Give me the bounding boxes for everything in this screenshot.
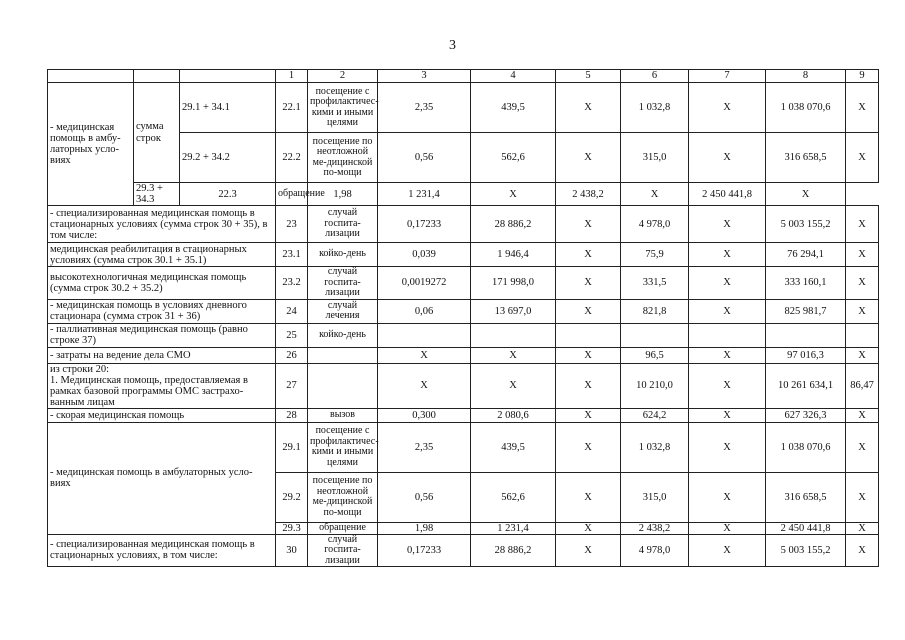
- value-c7: X: [689, 422, 766, 472]
- table-row: [48, 534, 879, 567]
- row-code: 28: [276, 408, 308, 422]
- value-c9: X: [846, 299, 879, 323]
- value-c6: 2 438,2: [556, 183, 621, 206]
- value-c5: X: [556, 243, 621, 267]
- value-c7: X: [689, 534, 766, 567]
- column-header: 6: [621, 70, 689, 83]
- value-c3: 0,300: [378, 408, 471, 422]
- row-unit: койко-день: [308, 323, 378, 347]
- value-c9: X: [846, 534, 879, 567]
- row-label: - медицинская помощь в амбу-латорных усло-виях: [48, 83, 134, 206]
- sum-label: сумма строк: [134, 83, 180, 183]
- value-c6: 4 978,0: [621, 206, 689, 243]
- header-row: [48, 70, 879, 83]
- value-c7: X: [689, 243, 766, 267]
- row-unit: обращение: [308, 522, 378, 534]
- value-c4: [471, 323, 556, 347]
- value-c4: 562,6: [471, 133, 556, 183]
- value-c4: 13 697,0: [471, 299, 556, 323]
- value-c6: 1 032,8: [621, 422, 689, 472]
- value-c8: 5 003 155,2: [766, 534, 846, 567]
- value-c6: 315,0: [621, 472, 689, 522]
- table-row: [48, 299, 879, 323]
- value-c5: [556, 323, 621, 347]
- value-c4: 171 998,0: [471, 267, 556, 300]
- value-c3: 0,0019272: [378, 267, 471, 300]
- value-c4: 1 946,4: [471, 243, 556, 267]
- value-c8: 627 326,3: [766, 408, 846, 422]
- value-c4: 1 231,4: [378, 183, 471, 206]
- table-row: [48, 347, 879, 363]
- value-c5: X: [556, 408, 621, 422]
- table-row: [48, 422, 879, 472]
- row-unit: случай госпита-лизации: [308, 206, 378, 243]
- value-c9: 86,47: [846, 363, 879, 408]
- value-c9: X: [766, 183, 846, 206]
- table-row: [48, 243, 879, 267]
- row-unit: случай лечения: [308, 299, 378, 323]
- value-c6: 1 032,8: [621, 83, 689, 133]
- row-unit: посещение по неотложной ме-дицинской по-мощи: [308, 133, 378, 183]
- value-c9: X: [846, 267, 879, 300]
- table-row: [48, 323, 879, 347]
- value-c3: 0,17233: [378, 206, 471, 243]
- value-c3: 0,06: [378, 299, 471, 323]
- value-c7: X: [689, 363, 766, 408]
- value-c8: 10 261 634,1: [766, 363, 846, 408]
- value-c6: [621, 323, 689, 347]
- value-c3: 0,56: [378, 133, 471, 183]
- value-c9: X: [846, 408, 879, 422]
- value-c7: X: [689, 299, 766, 323]
- value-c7: X: [689, 408, 766, 422]
- value-c3: X: [378, 363, 471, 408]
- value-c6: 2 438,2: [621, 522, 689, 534]
- row-label: - затраты на ведение дела СМО: [48, 347, 276, 363]
- column-header: [180, 70, 276, 83]
- value-c6: 331,5: [621, 267, 689, 300]
- page-number: 3: [449, 38, 456, 53]
- table-row: [48, 408, 879, 422]
- table-row: [48, 267, 879, 300]
- column-header: 9: [846, 70, 879, 83]
- row-label: - скорая медицинская помощь: [48, 408, 276, 422]
- column-header: 8: [766, 70, 846, 83]
- value-c3: [378, 323, 471, 347]
- value-c3: 2,35: [378, 422, 471, 472]
- financing-table: [47, 69, 879, 567]
- row-label: из строки 20: 1. Медицинская помощь, предоставляемая в рамках базовой программы ОМС застрахо-ванным лицам: [48, 363, 276, 408]
- table-row: [48, 183, 879, 206]
- row-unit: посещение с профилактичес-кими и иными целями: [308, 83, 378, 133]
- row-code: 30: [276, 534, 308, 567]
- column-header: 3: [378, 70, 471, 83]
- value-c3: 0,17233: [378, 534, 471, 567]
- value-c9: X: [846, 206, 879, 243]
- value-c8: 1 038 070,6: [766, 83, 846, 133]
- row-unit: случай госпита-лизации: [308, 534, 378, 567]
- row-code: 23.1: [276, 243, 308, 267]
- value-c8: 97 016,3: [766, 347, 846, 363]
- value-c7: X: [689, 472, 766, 522]
- row-code: 22.3: [180, 183, 276, 206]
- value-c9: X: [846, 133, 879, 183]
- row-code: 29.1: [276, 422, 308, 472]
- column-header: [48, 70, 134, 83]
- value-c5: X: [556, 347, 621, 363]
- value-c8: 316 658,5: [766, 472, 846, 522]
- table-row: [48, 83, 879, 133]
- value-c5: X: [556, 363, 621, 408]
- row-code: 25: [276, 323, 308, 347]
- table-row: [48, 363, 879, 408]
- value-c7: X: [689, 347, 766, 363]
- value-c8: 333 160,1: [766, 267, 846, 300]
- value-c7: X: [689, 83, 766, 133]
- row-code: 23: [276, 206, 308, 243]
- row-code: 29.3: [276, 522, 308, 534]
- value-c9: X: [846, 522, 879, 534]
- table-row: [48, 206, 879, 243]
- column-header: [134, 70, 180, 83]
- value-c4: 562,6: [471, 472, 556, 522]
- row-unit: случай госпита-лизации: [308, 267, 378, 300]
- value-c9: X: [846, 243, 879, 267]
- value-c5: X: [556, 83, 621, 133]
- value-c8: 2 450 441,8: [766, 522, 846, 534]
- value-c7: X: [621, 183, 689, 206]
- value-c3: 0,039: [378, 243, 471, 267]
- value-c9: X: [846, 347, 879, 363]
- value-c7: [689, 323, 766, 347]
- value-c8: 316 658,5: [766, 133, 846, 183]
- row-unit: [308, 347, 378, 363]
- row-formula: 29.1 + 34.1: [180, 83, 276, 133]
- row-code: 23.2: [276, 267, 308, 300]
- value-c5: X: [556, 472, 621, 522]
- row-formula: 29.3 + 34.3: [134, 183, 180, 206]
- column-header: 4: [471, 70, 556, 83]
- row-label: - медицинская помощь в амбулаторных усло-виях: [48, 422, 276, 534]
- value-c8: 825 981,7: [766, 299, 846, 323]
- row-label: - специализированная медицинская помощь в стационарных условиях (сумма строк 30 + 35), в том числе:: [48, 206, 276, 243]
- value-c9: X: [846, 472, 879, 522]
- value-c6: 75,9: [621, 243, 689, 267]
- value-c7: X: [689, 206, 766, 243]
- value-c3: 1,98: [308, 183, 378, 206]
- value-c3: X: [378, 347, 471, 363]
- column-header: 7: [689, 70, 766, 83]
- value-c8: [766, 323, 846, 347]
- value-c7: X: [689, 267, 766, 300]
- column-header: 2: [308, 70, 378, 83]
- value-c8: 1 038 070,6: [766, 422, 846, 472]
- value-c9: X: [846, 83, 879, 133]
- row-code: 22.2: [276, 133, 308, 183]
- row-unit: посещение по неотложной ме-дицинской по-мощи: [308, 472, 378, 522]
- value-c5: X: [556, 206, 621, 243]
- row-code: 26: [276, 347, 308, 363]
- value-c6: 821,8: [621, 299, 689, 323]
- value-c8: 5 003 155,2: [766, 206, 846, 243]
- value-c6: 4 978,0: [621, 534, 689, 567]
- value-c3: 0,56: [378, 472, 471, 522]
- row-unit: койко-день: [308, 243, 378, 267]
- row-code: 24: [276, 299, 308, 323]
- row-unit: вызов: [308, 408, 378, 422]
- value-c5: X: [556, 267, 621, 300]
- column-header: 5: [556, 70, 621, 83]
- value-c5: X: [556, 133, 621, 183]
- value-c4: X: [471, 363, 556, 408]
- value-c3: 1,98: [378, 522, 471, 534]
- row-label: высокотехнологичная медицинская помощь (сумма строк 30.2 + 35.2): [48, 267, 276, 300]
- value-c8: 76 294,1: [766, 243, 846, 267]
- value-c7: X: [689, 133, 766, 183]
- value-c5: X: [471, 183, 556, 206]
- row-code: 27: [276, 363, 308, 408]
- row-code: 22.1: [276, 83, 308, 133]
- value-c3: 2,35: [378, 83, 471, 133]
- value-c4: 1 231,4: [471, 522, 556, 534]
- value-c6: 624,2: [621, 408, 689, 422]
- value-c4: 28 886,2: [471, 534, 556, 567]
- row-formula: 29.2 + 34.2: [180, 133, 276, 183]
- value-c6: 96,5: [621, 347, 689, 363]
- value-c4: 439,5: [471, 83, 556, 133]
- value-c4: 28 886,2: [471, 206, 556, 243]
- value-c4: X: [471, 347, 556, 363]
- value-c5: X: [556, 299, 621, 323]
- value-c5: X: [556, 422, 621, 472]
- value-c7: X: [689, 522, 766, 534]
- row-label: - специализированная медицинская помощь в стационарных условиях, в том числе:: [48, 534, 276, 567]
- row-unit: обращение: [276, 183, 308, 206]
- row-unit: [308, 363, 378, 408]
- value-c8: 2 450 441,8: [689, 183, 766, 206]
- value-c5: X: [556, 534, 621, 567]
- value-c6: 315,0: [621, 133, 689, 183]
- value-c4: 2 080,6: [471, 408, 556, 422]
- value-c6: 10 210,0: [621, 363, 689, 408]
- row-label: медицинская реабилитация в стационарных условиях (сумма строк 30.1 + 35.1): [48, 243, 276, 267]
- row-unit: посещение с профилактичес-кими и иными целями: [308, 422, 378, 472]
- value-c4: 439,5: [471, 422, 556, 472]
- value-c5: X: [556, 522, 621, 534]
- column-header: 1: [276, 70, 308, 83]
- row-label: - паллиативная медицинская помощь (равно строке 37): [48, 323, 276, 347]
- value-c9: [846, 323, 879, 347]
- row-code: 29.2: [276, 472, 308, 522]
- value-c9: X: [846, 422, 879, 472]
- row-label: - медицинская помощь в условиях дневного стационара (сумма строк 31 + 36): [48, 299, 276, 323]
